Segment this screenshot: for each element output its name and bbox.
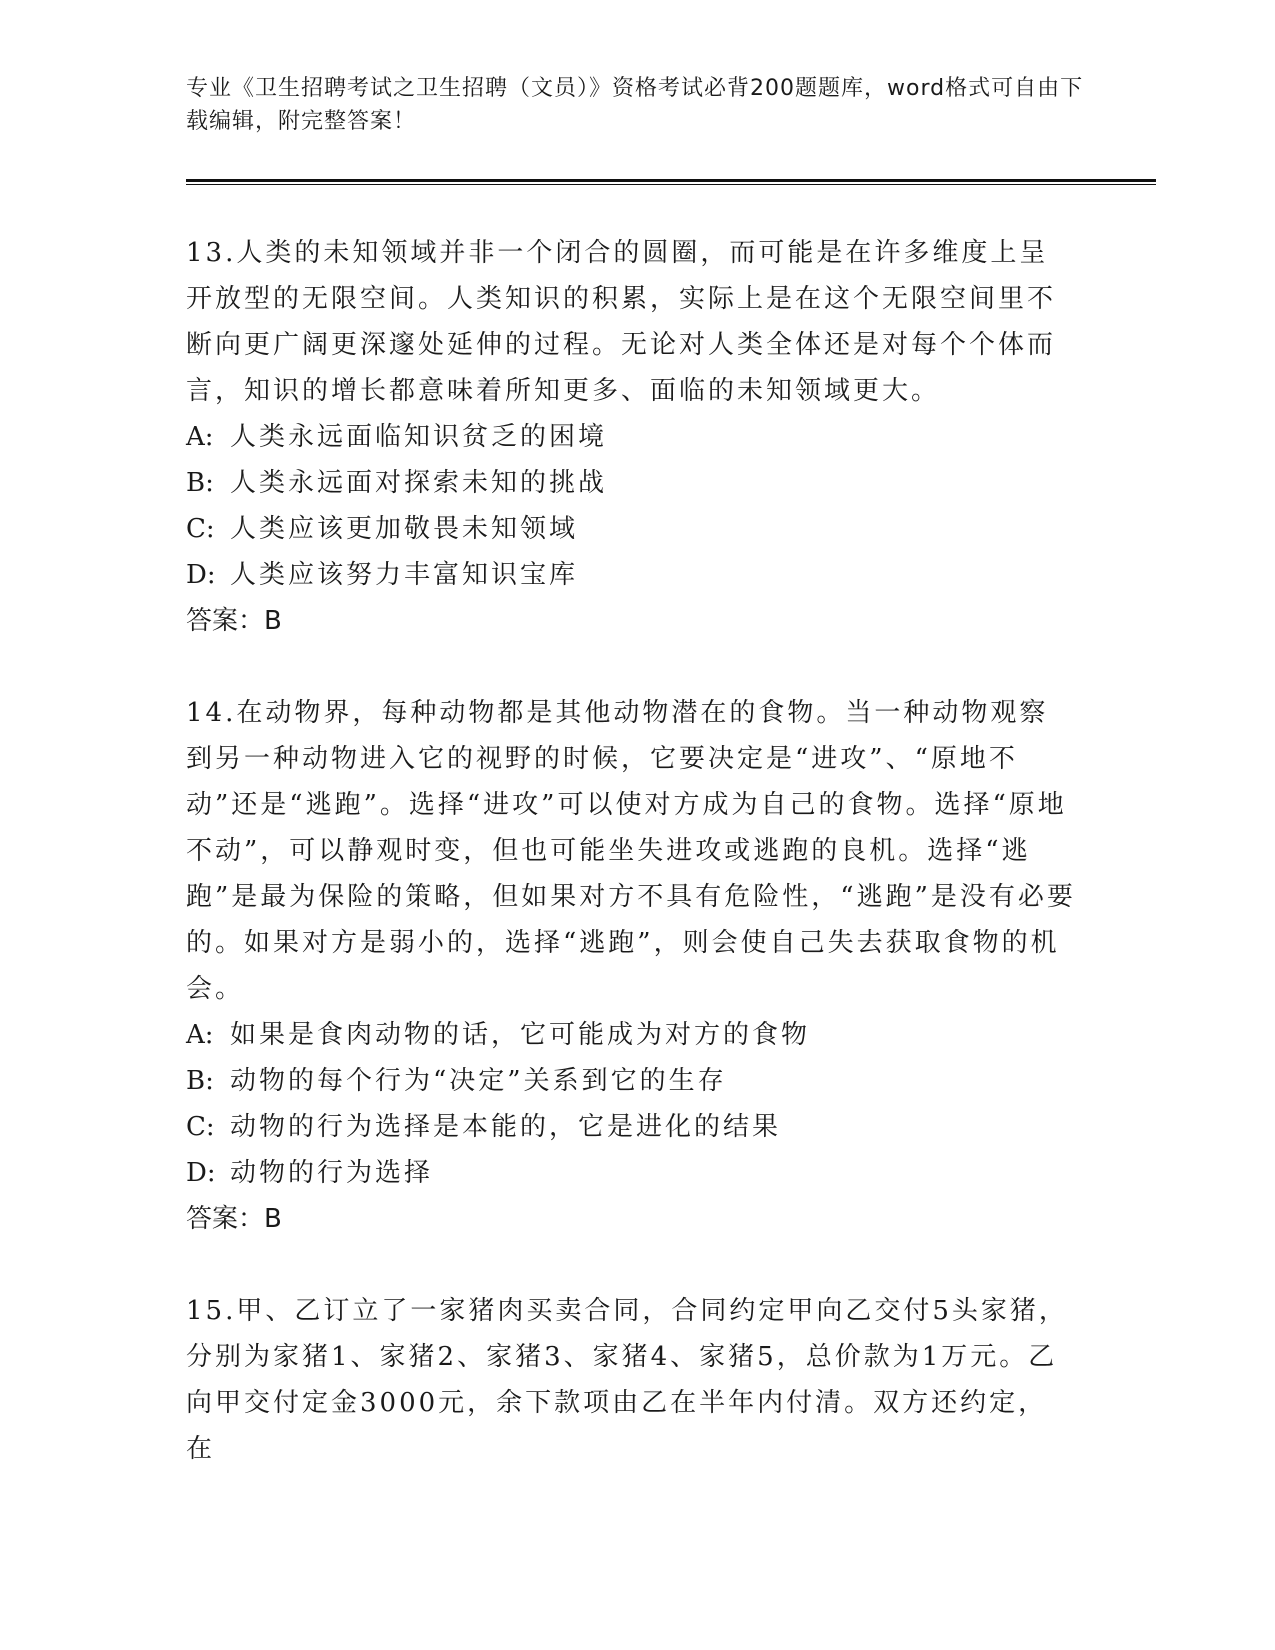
- option-key: C:: [186, 1112, 215, 1142]
- option-a: [186, 1012, 1076, 1058]
- question-stem: 14.在动物界，每种动物都是其他动物潜在的食物。当一种动物观察到另一种动物进入它的视野的时候，它要决定是“进攻”、“原地不动”还是“逃跑”。选择“进攻”可以使对方成为自己的食物。选择“原地不动”，可以静观时变，但也可能坐失进攻或逃跑的良机。选择“逃跑”是最为保险的策略，但如果对方不具有危险性，“逃跑”是没有必要的。如果对方是弱小的，选择“逃跑”，则会使自己失去获取食物的机会。: [186, 698, 1076, 1004]
- option-text: 如果是食肉动物的话，它可能成为对方的食物: [230, 1020, 811, 1050]
- question-list: [186, 230, 1076, 1518]
- option-text: 动物的行为选择: [230, 1158, 434, 1188]
- question-15: [186, 1288, 1076, 1472]
- option-text: 人类应该努力丰富知识宝库: [230, 560, 579, 590]
- option-text: 人类永远面对探索未知的挑战: [230, 468, 608, 498]
- option-text: 动物的每个行为“决定”关系到它的生存: [230, 1066, 727, 1096]
- option-c: [186, 506, 1076, 552]
- header-divider-thin: [186, 184, 1156, 185]
- option-key: B:: [186, 468, 214, 498]
- option-d: [186, 552, 1076, 598]
- option-key: A:: [186, 1020, 214, 1050]
- option-text: 人类应该更加敬畏未知领域: [230, 514, 579, 544]
- document-header: 专业《卫生招聘考试之卫生招聘（文员）》资格考试必背200题题库，word格式可自由下载编辑，附完整答案！: [186, 76, 1084, 134]
- option-key: B:: [186, 1066, 214, 1096]
- option-c: [186, 1104, 1076, 1150]
- question-14: [186, 690, 1076, 1242]
- option-b: [186, 1058, 1076, 1104]
- option-key: D:: [186, 560, 216, 590]
- option-d: [186, 1150, 1076, 1196]
- question-13: [186, 230, 1076, 644]
- question-stem: 13.人类的未知领域并非一个闭合的圆圈，而可能是在许多维度上呈开放型的无限空间。人类知识的积累，实际上是在这个无限空间里不断向更广阔更深邃处延伸的过程。无论对人类全体还是对每个个体而言，知识的增长都意味着所知更多、面临的未知领域更大。: [186, 238, 1057, 406]
- answer-line: 答案：B: [186, 606, 282, 636]
- option-key: C:: [186, 514, 215, 544]
- option-text: 动物的行为选择是本能的，它是进化的结果: [230, 1112, 782, 1142]
- option-key: D:: [186, 1158, 216, 1188]
- option-a: [186, 414, 1076, 460]
- option-b: [186, 460, 1076, 506]
- option-text: 人类永远面临知识贫乏的困境: [230, 422, 608, 452]
- answer-line: 答案：B: [186, 1204, 282, 1234]
- header-divider: [186, 179, 1156, 182]
- option-key: A:: [186, 422, 214, 452]
- question-stem: 15.甲、乙订立了一家猪肉买卖合同，合同约定甲向乙交付5头家猪，分别为家猪1、家猪2、家猪3、家猪4、家猪5，总价款为1万元。乙向甲交付定金3000元，余下款项由乙在半年内付清。双方还约定，在: [186, 1296, 1068, 1464]
